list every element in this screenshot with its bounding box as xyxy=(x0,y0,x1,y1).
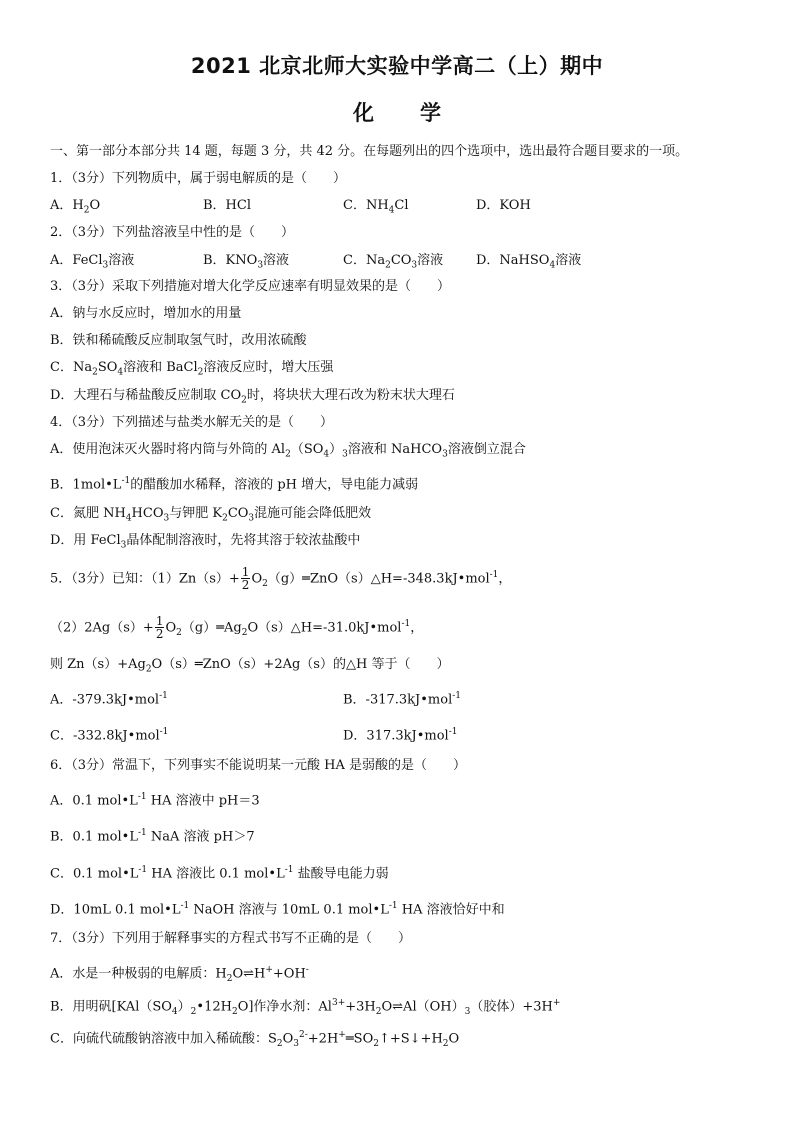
q2-option-a: A．FeCl$_3$溶液 xyxy=(50,253,135,271)
q4-option-d: D．用 FeCl$_3$晶体配制溶液时，先将其溶于较浓盐酸中 xyxy=(50,533,361,551)
subject-char-2: 学 xyxy=(420,101,441,125)
q6-option-a: A．0.1 $mol•L^{-1}$ HA 溶液中 pH＝3 xyxy=(50,792,260,809)
section-intro: 一、第一部分本部分共 14 题，每题 3 分，共 42 分。在每题列出的四个选项中，选出最符合题目要求的一项。 xyxy=(50,144,689,159)
q6-stem: 6．（3分）常温下，下列事实不能说明某一元酸 HA 是弱酸的是（ ） xyxy=(50,758,467,773)
q5-option-b: B．-317.3kJ•mol$^{-1}$ xyxy=(343,691,462,708)
q3-stem: 3．（3分）采取下列措施对增大化学反应速率有明显效果的是（ ） xyxy=(50,279,451,294)
subject-char-1: 化 xyxy=(353,101,374,125)
q1-stem: 1．（3分）下列物质中，属于弱电解质的是（ ） xyxy=(50,171,347,186)
q4-option-a: A．使用泡沫灭火器时将内筒与外筒的 $Al_2(SO_4)_3$溶液和 NaHCO$_3$溶液倒立混合 xyxy=(50,442,526,460)
q1-option-d: D．KOH xyxy=(476,198,531,213)
q6-option-b: B．0.1 $mol•L^{-1}$ NaA 溶液 pH＞7 xyxy=(50,828,255,845)
q2-option-b: B．$KNO_3$溶液 xyxy=(203,253,290,271)
q5-question: 则 $Zn(s)+Ag_2O(s)═ZnO(s)+2Ag(s)$的△H 等于（ ） xyxy=(50,657,450,675)
subject-title xyxy=(0,97,794,127)
q1-option-b: B．HCl xyxy=(203,198,251,213)
q5-option-a: A．-379.3kJ•mol$^{-1}$ xyxy=(50,691,168,708)
q3-option-c: C．$Na_2SO_4$溶液和 BaCl$_2$溶液反应时，增大压强 xyxy=(50,360,334,378)
q5-equation-1: 5．（3分）已知：（1）Zn（s）+ $\frac{1}{2}$ $O_2(g)═ZnO(s)\triangle H=-348.3kJ•mol^{-1}$， xyxy=(50,565,512,593)
q4-option-c: C．氮肥 $NH_4HCO_3$与钾肥 $K_2CO_3$混施可能会降低肥效 xyxy=(50,506,372,524)
q2-stem: 2．（3分）下列盐溶液呈中性的是（ ） xyxy=(50,225,295,240)
q4-option-b: B．$1mol•L^{-1}$的醋酸加水稀释，溶液的 pH 增大，导电能力减弱 xyxy=(50,476,419,493)
page-title: 2021 北京北师大实验中学高二（上）期中 xyxy=(190,54,604,78)
q7-option-b: B．用明矾$[KAl(SO_4)_2•12H_2O]$作净水剂：$Al^{3+}+3H_2O\rightleftharpoons Al(OH)_3$（胶体）+3H+ xyxy=(50,998,561,1017)
q5-equation-2: （2）2Ag（s）+ $\frac{1}{2}$ $O_2(g)═Ag_2O(s)\triangle H=-31.0kJ•mol^{-1}$， xyxy=(50,614,424,642)
q4-stem: 4．（3分）下列描述与盐类水解无关的是（ ） xyxy=(50,415,334,430)
q1-option-c: C．$NH_4Cl$ xyxy=(343,198,409,216)
q2-option-d: D．NaHSO$_4$溶液 xyxy=(476,253,582,271)
q6-option-d: D．10mL 0.1 $mol•L^{-1}$ NaOH 溶液与 10mL 0.1 $mol•L^{-1}$ HA 溶液恰好中和 xyxy=(50,901,505,918)
q6-option-c: C．0.1 $mol•L^{-1}$ HA 溶液比 0.1 $mol•L^{-1}$ 盐酸导电能力弱 xyxy=(50,865,389,882)
q3-option-a: A．钠与水反应时，增加水的用量 xyxy=(50,306,242,321)
q7-option-c: C．向硫代硫酸钠溶液中加入稀硫酸：$S_2O_3^{2-}+2H^+═SO_2↑+S↓+H_2O$ xyxy=(50,1030,460,1049)
q3-option-d: D．大理石与稀盐酸反应制取 $CO_2$时，将块状大理石改为粉末状大理石 xyxy=(50,388,455,406)
q3-option-b: B．铁和稀硫酸反应制取氢气时，改用浓硫酸 xyxy=(50,333,307,348)
q7-stem: 7．（3分）下列用于解释事实的方程式书写不正确的是（ ） xyxy=(50,931,412,946)
q1-option-a: A．$H_2O$ xyxy=(50,198,101,216)
q5-option-c: C．-332.8kJ•mol$^{-1}$ xyxy=(50,727,169,744)
q5-fraction-half: $\frac{1}{2}$ xyxy=(241,565,250,593)
q2-option-c: C．$Na_2CO_3$溶液 xyxy=(343,253,444,271)
q7-option-a: A．水是一种极弱的电解质：$H_2O\rightleftharpoons H^++OH^-$ xyxy=(50,965,309,984)
q5-option-d: D．317.3kJ•mol$^{-1}$ xyxy=(343,727,458,744)
q5-fraction-half-2: $\frac{1}{2}$ xyxy=(155,614,164,642)
